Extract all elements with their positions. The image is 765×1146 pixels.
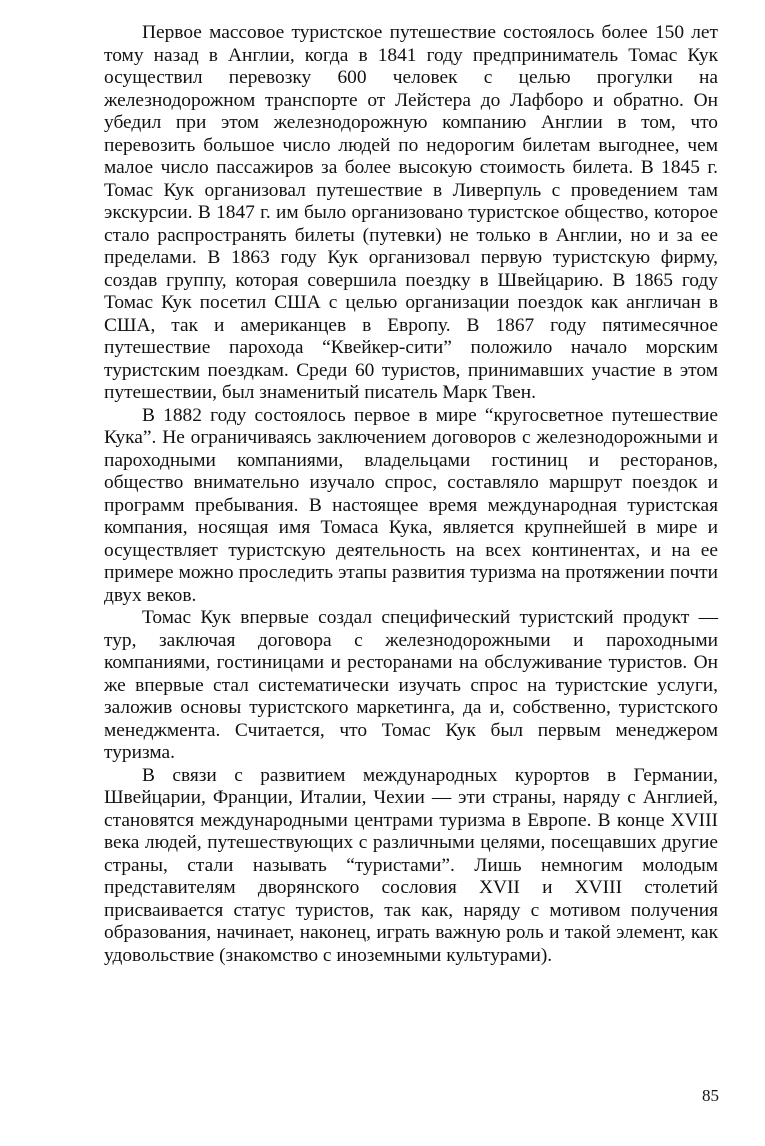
paragraph-first-tour-product: Томас Кук впервые создал специфический туристский продукт — тур, заключая договора с железнодорожными и пароходными компаниями, гостиницами и ресторанами на обслуживание туристов. Он же впервые стал систематически изучать спрос на туристские услуги, заложив основы туристского маркетинга, да и, собственно, туристского менеджмента. Считается, что Томас Кук был первым менеджером туризма. <box>104 607 718 763</box>
paragraph-international-resorts: В связи с развитием международных курортов в Германии, Швейцарии, Франции, Италии, Чехии — эти страны, наряду с Англией, становятся международными центрами туризма в Европе. В конце XVIII века людей, путешествующих с различными целями, посещавших другие страны, стали называть “туристами”. Лишь немногим молодым представителям дворянского сословия XVII и XVIII столетий присваивается статус туристов, так как, наряду с мотивом получения образования, начинает, наконец, играть важную роль и такой элемент, как удовольствие (знакомство с иноземными культурами). <box>104 764 718 966</box>
paragraph-round-the-world-trip: В 1882 году состоялось первое в мире “кругосветное путешествие Кука”. Не ограничиваясь заключением договоров с железнодорожными и пароходными компаниями, владельцами гостиниц и ресторанов, общество внимательно изучало спрос, составляло маршрут поездок и программ пребывания. В настоящее время международная туристская компания, носящая имя Томаса Кука, является крупнейшей в мире и осуществляет туристскую деятельность на всех континентах, и на ее примере можно проследить этапы развития туризма на протяжении почти двух веков. <box>104 404 718 606</box>
paragraph-thomas-cook-first-trip: Первое массовое туристское путешествие состоялось более 150 лет тому назад в Англии, когда в 1841 году предприниматель Томас Кук осуществил перевозку 600 человек с целью прогулки на железнодорожном транспорте от Лейстера до Лафборо и обратно. Он убедил при этом железнодорожную компанию Англии в том, что перевозить большое число людей по недорогим билетам выгоднее, чем малое число пассажиров за более высокую стоимость билета. В 1845 г. Томас Кук организовал путешествие в Ливерпуль с проведением там экскурсии. В 1847 г. им было организовано туристское общество, которое стало распространять билеты (путевки) не только в Англии, но и за ее пределами. В 1863 году Кук организовал первую туристскую фирму, создав группу, которая совершила поездку в Швейцарию. В 1865 году Томас Кук посетил США с целью организации поездок как англичан в США, так и американцев в Европу. В 1867 году пятимесячное путешествие парохода “Квейкер-сити” положило начало морским туристским поездкам. Среди 60 туристов, принимавших участие в этом путешествии, был знаменитый писатель Марк Твен. <box>104 22 718 403</box>
body-text <box>104 22 718 967</box>
page-number: 85 <box>702 1086 719 1105</box>
